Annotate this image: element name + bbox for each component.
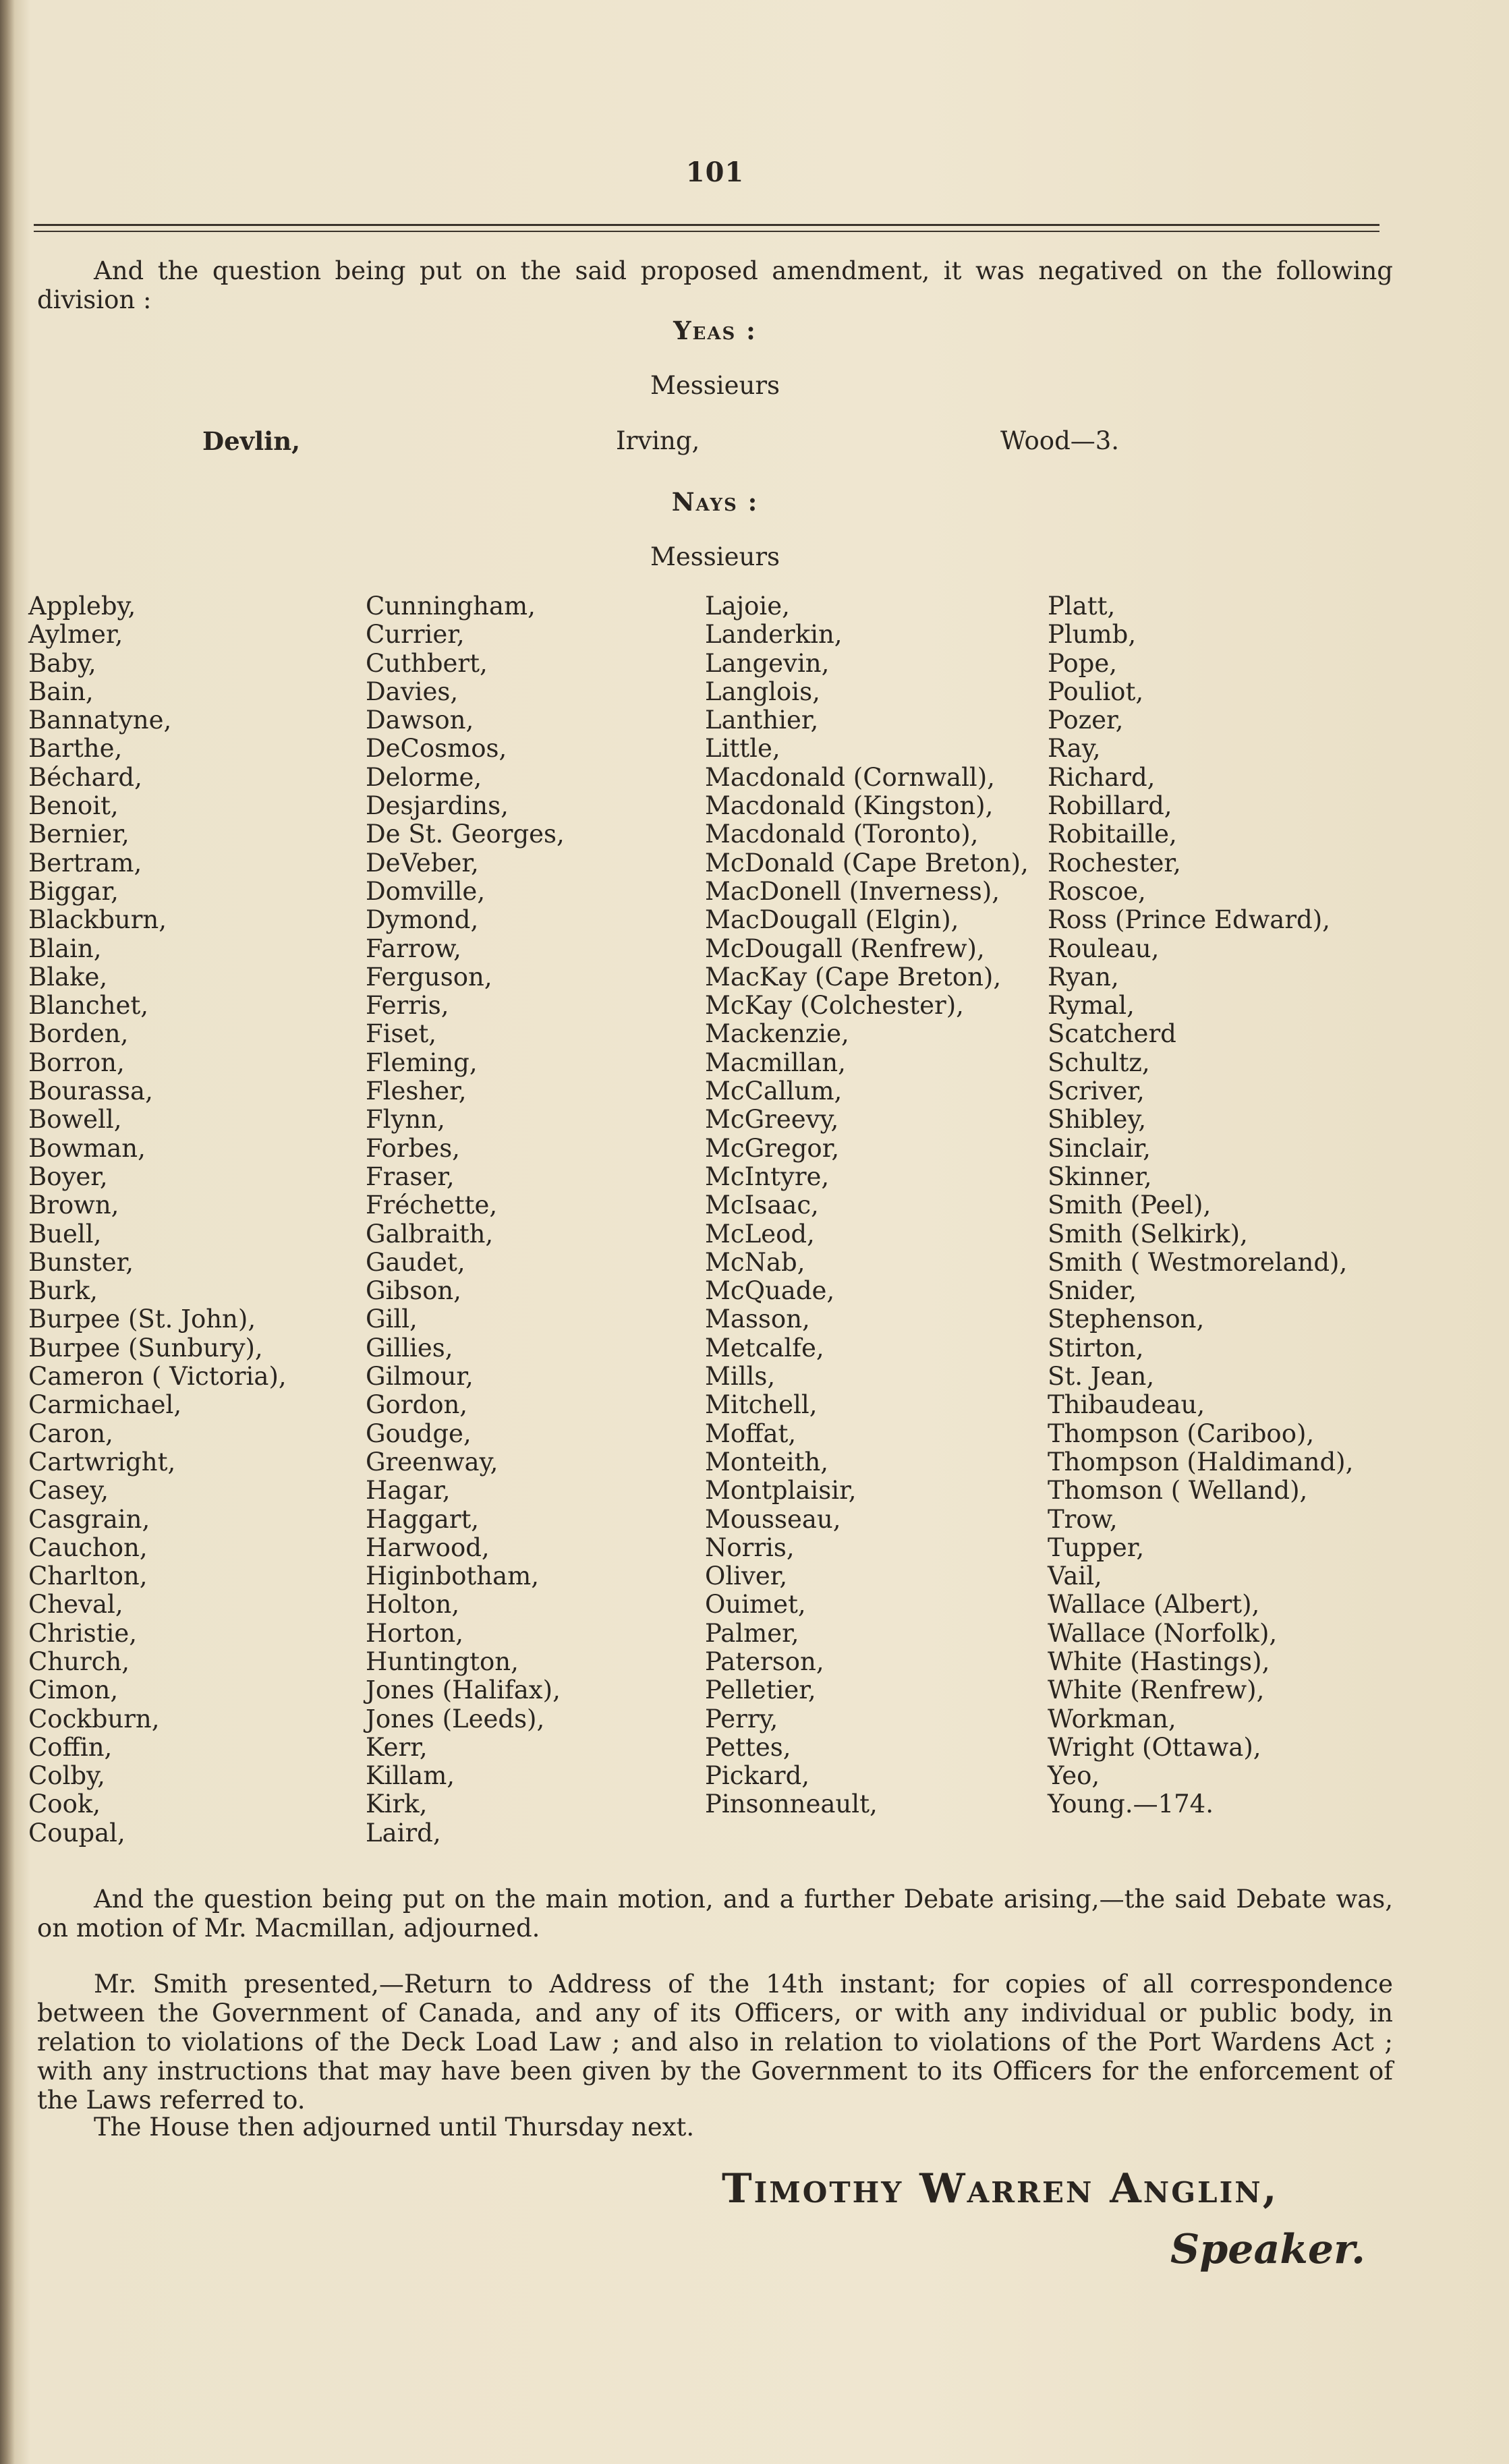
nay-member-name: Gordon, — [366, 1390, 468, 1420]
nay-member-name: Mills, — [705, 1362, 776, 1392]
nay-member-name: Metcalfe, — [705, 1333, 824, 1363]
nay-member-name: Coupal, — [28, 1818, 125, 1847]
main-motion-paragraph: And the question being put on the main motion, and a further Debate arising,—the said Debate was, on motion of Mr. Macmillan, adjourned. — [37, 1885, 1393, 1943]
nay-member-name: Little, — [705, 734, 780, 764]
nay-member-name: Landerkin, — [705, 620, 843, 650]
nay-member-name: Norris, — [705, 1532, 795, 1562]
nay-member-name: Christie, — [28, 1618, 138, 1648]
nay-member-name: McNab, — [705, 1247, 805, 1277]
nay-member-name: Skinner, — [1048, 1162, 1152, 1191]
nays-column-1 — [28, 592, 287, 1847]
nay-member-name: McGreevy, — [705, 1105, 839, 1135]
nay-member-name: Trow, — [1048, 1504, 1118, 1534]
nay-member-name: Cunningham, — [366, 592, 536, 621]
nay-member-name: Burpee (Sunbury), — [28, 1333, 263, 1363]
nay-member-name: Pettes, — [705, 1732, 791, 1762]
nay-member-name: Coffin, — [28, 1732, 113, 1762]
nay-member-name: Currier, — [366, 620, 465, 650]
nay-member-name: Cockburn, — [28, 1704, 160, 1734]
nay-member-name: Boyer, — [28, 1162, 108, 1191]
nay-member-name: Gibson, — [366, 1276, 461, 1306]
nay-member-name: Langlois, — [705, 677, 820, 706]
nay-member-name: Mackenzie, — [705, 1019, 849, 1049]
nay-member-name: Tupper, — [1048, 1532, 1145, 1562]
division-intro: And the question being put on the said proposed amendment, it was negatived on the following division : — [37, 256, 1393, 314]
page-number: 101 — [685, 156, 745, 188]
nay-member-name: Platt, — [1048, 592, 1116, 621]
nay-member-name: Moffat, — [705, 1419, 797, 1448]
nay-member-name: Cook, — [28, 1789, 101, 1819]
nay-member-name: McLeod, — [705, 1219, 815, 1249]
nay-member-name: Roscoe, — [1048, 876, 1146, 906]
nay-member-name: Yeo, — [1048, 1761, 1100, 1791]
nay-member-name: Bannatyne, — [28, 706, 172, 735]
nay-member-name: Benoit, — [28, 791, 119, 821]
adjourn-paragraph: The House then adjourned until Thursday next. — [94, 2113, 695, 2142]
nay-member-name: Thompson (Cariboo), — [1048, 1419, 1315, 1448]
return-paragraph: Mr. Smith presented,—Return to Address of the 14th instant; for copies of all correspondence between the Government of Canada, and any of its Officers, or with any individual or public body, in relation to violations of the Deck Load Law ; and also in relation to violations of the Port Wardens Act ; with any instructions that may have been given by the Government to its Officers for the enforcement of the Laws referred to. — [37, 1970, 1393, 2115]
nay-member-name: DeVeber, — [366, 848, 479, 878]
nay-member-name: Laird, — [366, 1818, 441, 1847]
nay-member-name: Ryan, — [1048, 962, 1119, 992]
nay-member-name: St. Jean, — [1048, 1362, 1155, 1392]
nay-member-name: Shibley, — [1048, 1105, 1147, 1135]
nay-member-name: De St. Georges, — [366, 820, 565, 849]
nay-member-name: Biggar, — [28, 876, 119, 906]
nay-member-name: McDonald (Cape Breton), — [705, 848, 1029, 878]
nay-member-name: Richard, — [1048, 762, 1156, 792]
nay-member-name: Casey, — [28, 1476, 109, 1506]
nay-member-name: Flesher, — [366, 1077, 467, 1106]
nay-member-name: Horton, — [366, 1618, 463, 1648]
header-rule-top — [34, 224, 1379, 226]
nay-member-name: Macdonald (Toronto), — [705, 820, 979, 849]
yeas-messieurs: Messieurs — [650, 371, 780, 400]
nay-member-name: Cauchon, — [28, 1532, 148, 1562]
nay-member-name: Haggart, — [366, 1504, 480, 1534]
nay-member-name: MacDonell (Inverness), — [705, 876, 1000, 906]
yea-name: Irving, — [616, 426, 700, 455]
nay-member-name: White (Hastings), — [1048, 1646, 1270, 1676]
nay-member-name: Jones (Leeds), — [366, 1704, 545, 1734]
nay-member-name: Plumb, — [1048, 620, 1137, 650]
nay-member-name: Blake, — [28, 962, 108, 992]
nay-member-name: Fréchette, — [366, 1191, 498, 1220]
nay-member-name: Carmichael, — [28, 1390, 182, 1420]
speaker-title: Speaker. — [1170, 2226, 1366, 2273]
nay-member-name: Smith (Peel), — [1048, 1191, 1212, 1220]
nay-member-name: Stephenson, — [1048, 1305, 1205, 1334]
nay-member-name: Church, — [28, 1646, 130, 1676]
nay-member-name: DeCosmos, — [366, 734, 507, 764]
nay-member-name: Cheval, — [28, 1590, 123, 1620]
nay-member-name: Pelletier, — [705, 1675, 816, 1705]
nay-member-name: Ferris, — [366, 991, 449, 1021]
nay-member-name: Robitaille, — [1048, 820, 1177, 849]
nay-member-name: Thomson ( Welland), — [1048, 1476, 1308, 1506]
nay-member-name: Pinsonneault, — [705, 1789, 878, 1819]
nay-member-name: White (Renfrew), — [1048, 1675, 1265, 1705]
nays-column-4 — [1048, 592, 1353, 1819]
nay-member-name: Greenway, — [366, 1447, 499, 1477]
nay-member-name: McDougall (Renfrew), — [705, 934, 985, 963]
nay-member-name: Gillies, — [366, 1333, 453, 1363]
nay-member-name: Rouleau, — [1048, 934, 1160, 963]
nay-member-name: Bernier, — [28, 820, 130, 849]
nay-member-name: Snider, — [1048, 1276, 1137, 1306]
nay-member-name: Kerr, — [366, 1732, 428, 1762]
nay-member-name: Blain, — [28, 934, 102, 963]
nay-member-name: Harwood, — [366, 1532, 490, 1562]
nay-member-name: Cuthbert, — [366, 648, 488, 678]
nay-member-name: Holton, — [366, 1590, 460, 1620]
nay-member-name: Pope, — [1048, 648, 1118, 678]
nay-member-name: Wallace (Norfolk), — [1048, 1618, 1278, 1648]
nay-member-name: Charlton, — [28, 1562, 148, 1591]
nay-member-name: Aylmer, — [28, 620, 123, 650]
nay-member-name: Langevin, — [705, 648, 830, 678]
nay-member-name: MacDougall (Elgin), — [705, 905, 959, 935]
nay-member-name: Monteith, — [705, 1447, 829, 1477]
nay-member-name: Paterson, — [705, 1646, 824, 1676]
nay-member-name: Desjardins, — [366, 791, 509, 821]
nay-member-name: McKay (Colchester), — [705, 991, 964, 1021]
nay-member-name: Goudge, — [366, 1419, 472, 1448]
nays-column-3 — [705, 592, 1029, 1819]
nay-member-name: Burk, — [28, 1276, 98, 1306]
nay-member-name: Dawson, — [366, 706, 474, 735]
nay-member-name: Farrow, — [366, 934, 461, 963]
nay-member-name: Borden, — [28, 1019, 129, 1049]
nay-member-name: Macmillan, — [705, 1048, 846, 1077]
nay-member-name: Smith ( Westmoreland), — [1048, 1247, 1348, 1277]
nay-member-name: Bourassa, — [28, 1077, 153, 1106]
nays-heading: Nays : — [671, 487, 759, 517]
nay-member-name: Fleming, — [366, 1048, 478, 1077]
nay-member-name: Barthe, — [28, 734, 123, 764]
nay-member-name: Cimon, — [28, 1675, 119, 1705]
nay-member-name: Domville, — [366, 876, 486, 906]
nay-member-name: Workman, — [1048, 1704, 1176, 1734]
nay-member-name: Oliver, — [705, 1562, 788, 1591]
nay-member-name: Casgrain, — [28, 1504, 150, 1534]
yeas-heading: Yeas : — [673, 316, 757, 345]
nay-member-name: Ferguson, — [366, 962, 492, 992]
nay-member-name: Pozer, — [1048, 706, 1124, 735]
nay-member-name: Bowell, — [28, 1105, 122, 1135]
nay-member-name: Thompson (Haldimand), — [1048, 1447, 1354, 1477]
nay-member-name: MacKay (Cape Breton), — [705, 962, 1002, 992]
nay-member-name: Gill, — [366, 1305, 418, 1334]
nay-member-name: Wright (Ottawa), — [1048, 1732, 1261, 1762]
yea-name: Wood—3. — [1000, 426, 1120, 455]
nay-member-name: McCallum, — [705, 1077, 843, 1106]
speaker-name: Timothy Warren Anglin, — [722, 2165, 1279, 2212]
nay-member-name: Perry, — [705, 1704, 778, 1734]
nay-member-name: Cartwright, — [28, 1447, 176, 1477]
nay-member-name: Hagar, — [366, 1476, 451, 1506]
nay-member-name: Rymal, — [1048, 991, 1135, 1021]
nay-member-name: McGregor, — [705, 1133, 840, 1163]
nay-member-name: Bowman, — [28, 1133, 146, 1163]
nay-member-name: Blackburn, — [28, 905, 167, 935]
nay-member-name: Montplaisir, — [705, 1476, 857, 1506]
nay-member-name: Schultz, — [1048, 1048, 1150, 1077]
nay-member-name: McQuade, — [705, 1276, 835, 1306]
nay-member-name: Rochester, — [1048, 848, 1181, 878]
nay-member-name: Macdonald (Kingston), — [705, 791, 994, 821]
nay-member-name: Ouimet, — [705, 1590, 806, 1620]
nay-member-name: Pickard, — [705, 1761, 810, 1791]
nay-member-name: Smith (Selkirk), — [1048, 1219, 1248, 1249]
nay-member-name: Gilmour, — [366, 1362, 474, 1392]
nay-member-name: Robillard, — [1048, 791, 1172, 821]
nay-member-name: Bain, — [28, 677, 94, 706]
nay-member-name: Flynn, — [366, 1105, 445, 1135]
nay-member-name: Brown, — [28, 1191, 119, 1220]
nay-member-name: Galbraith, — [366, 1219, 494, 1249]
nays-messieurs: Messieurs — [650, 542, 780, 571]
nay-member-name: Blanchet, — [28, 991, 148, 1021]
nay-member-name: Mousseau, — [705, 1504, 841, 1534]
nay-member-name: McIsaac, — [705, 1191, 819, 1220]
nay-member-name: Vail, — [1048, 1562, 1102, 1591]
nay-member-name: Scatcherd — [1048, 1019, 1176, 1049]
nay-member-name: Fiset, — [366, 1019, 437, 1049]
nay-member-name: Higinbotham, — [366, 1562, 540, 1591]
nay-member-name: Forbes, — [366, 1133, 460, 1163]
nay-member-name: Baby, — [28, 648, 96, 678]
nay-member-name: Wallace (Albert), — [1048, 1590, 1260, 1620]
nay-member-name: Mitchell, — [705, 1390, 818, 1420]
nay-member-name: Delorme, — [366, 762, 482, 792]
nay-member-name: Burpee (St. John), — [28, 1305, 256, 1334]
nay-member-name: Caron, — [28, 1419, 113, 1448]
nay-member-name: Béchard, — [28, 762, 142, 792]
nay-member-name: Bertram, — [28, 848, 142, 878]
nay-member-name: Young.—174. — [1048, 1789, 1214, 1819]
nay-member-name: McIntyre, — [705, 1162, 830, 1191]
nay-member-name: Pouliot, — [1048, 677, 1144, 706]
nays-column-2 — [366, 592, 565, 1847]
nay-member-name: Killam, — [366, 1761, 455, 1791]
nay-member-name: Scriver, — [1048, 1077, 1145, 1106]
nay-member-name: Ross (Prince Edward), — [1048, 905, 1330, 935]
nay-member-name: Masson, — [705, 1305, 810, 1334]
nay-member-name: Dymond, — [366, 905, 479, 935]
nay-member-name: Macdonald (Cornwall), — [705, 762, 995, 792]
nay-member-name: Cameron ( Victoria), — [28, 1362, 287, 1392]
nay-member-name: Buell, — [28, 1219, 102, 1249]
nay-member-name: Lajoie, — [705, 592, 790, 621]
nay-member-name: Bunster, — [28, 1247, 134, 1277]
nay-member-name: Huntington, — [366, 1646, 519, 1676]
nay-member-name: Sinclair, — [1048, 1133, 1151, 1163]
nay-member-name: Stirton, — [1048, 1333, 1144, 1363]
nay-member-name: Fraser, — [366, 1162, 455, 1191]
nay-member-name: Thibaudeau, — [1048, 1390, 1205, 1420]
header-rule-bottom — [34, 231, 1379, 232]
nay-member-name: Gaudet, — [366, 1247, 465, 1277]
nay-member-name: Jones (Halifax), — [366, 1675, 561, 1705]
nay-member-name: Palmer, — [705, 1618, 799, 1648]
nay-member-name: Colby, — [28, 1761, 105, 1791]
nay-member-name: Lanthier, — [705, 706, 819, 735]
yea-name: Devlin, — [202, 426, 301, 456]
nay-member-name: Appleby, — [28, 592, 136, 621]
nay-member-name: Ray, — [1048, 734, 1101, 764]
nay-member-name: Kirk, — [366, 1789, 428, 1819]
nay-member-name: Davies, — [366, 677, 459, 706]
nay-member-name: Borron, — [28, 1048, 125, 1077]
